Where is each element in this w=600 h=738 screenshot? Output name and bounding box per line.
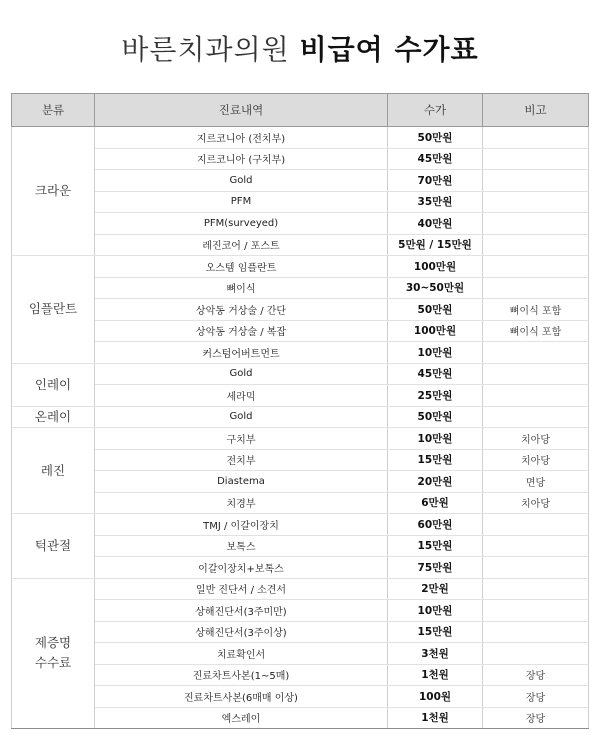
item-cell: 상악동 거상술 / 간단 xyxy=(95,299,388,321)
table-row xyxy=(12,170,589,192)
price-cell: 50만원 xyxy=(388,299,483,321)
item-cell: TMJ / 이갈이장치 xyxy=(95,514,388,536)
header-price: 수가 xyxy=(388,94,483,127)
table-row xyxy=(12,299,589,321)
note-cell xyxy=(483,600,589,622)
note-cell xyxy=(483,514,589,536)
table-row xyxy=(12,191,589,213)
table-row xyxy=(12,363,589,385)
note-cell xyxy=(483,127,589,149)
price-cell: 75만원 xyxy=(388,557,483,579)
item-cell: Gold xyxy=(95,363,388,385)
table-row xyxy=(12,557,589,579)
category-cell: 인레이 xyxy=(12,363,95,406)
table-row xyxy=(12,471,589,493)
table-row xyxy=(12,320,589,342)
item-cell: 이갈이장치+보톡스 xyxy=(95,557,388,579)
table-row xyxy=(12,406,589,428)
category-cell: 임플란트 xyxy=(12,256,95,364)
item-cell: Diastema xyxy=(95,471,388,493)
note-cell xyxy=(483,621,589,643)
price-cell: 50만원 xyxy=(388,127,483,149)
price-cell: 1천원 xyxy=(388,664,483,686)
item-cell: 지르코니아 (구치부) xyxy=(95,148,388,170)
table-row xyxy=(12,127,589,149)
price-cell: 25만원 xyxy=(388,385,483,407)
price-cell: 100원 xyxy=(388,686,483,708)
note-cell: 뼈이식 포함 xyxy=(483,299,589,321)
note-cell xyxy=(483,191,589,213)
note-cell: 치아당 xyxy=(483,492,589,514)
clinic-name: 바른치과의원 xyxy=(121,33,290,66)
price-cell: 100만원 xyxy=(388,320,483,342)
header-item: 진료내역 xyxy=(95,94,388,127)
price-cell: 3천원 xyxy=(388,643,483,665)
header-category: 분류 xyxy=(12,94,95,127)
table-row xyxy=(12,707,589,729)
item-cell: PFM(surveyed) xyxy=(95,213,388,235)
table-row xyxy=(12,234,589,256)
note-cell xyxy=(483,578,589,600)
category-cell: 턱관절 xyxy=(12,514,95,579)
price-cell: 15만원 xyxy=(388,621,483,643)
note-cell xyxy=(483,385,589,407)
note-cell xyxy=(483,277,589,299)
category-cell: 온레이 xyxy=(12,406,95,428)
note-cell xyxy=(483,148,589,170)
price-cell: 15만원 xyxy=(388,535,483,557)
note-cell: 장당 xyxy=(483,686,589,708)
table-row xyxy=(12,492,589,514)
item-cell: 지르코니아 (전치부) xyxy=(95,127,388,149)
price-cell: 10만원 xyxy=(388,342,483,364)
item-cell: 일반 진단서 / 소견서 xyxy=(95,578,388,600)
price-cell: 35만원 xyxy=(388,191,483,213)
table-row xyxy=(12,342,589,364)
table-row xyxy=(12,514,589,536)
item-cell: 전치부 xyxy=(95,449,388,471)
price-cell: 45만원 xyxy=(388,148,483,170)
price-cell: 10만원 xyxy=(388,600,483,622)
item-cell: 진료차트사본(6매매 이상) xyxy=(95,686,388,708)
table-row xyxy=(12,256,589,278)
item-cell: 세라믹 xyxy=(95,385,388,407)
table-body xyxy=(12,127,589,729)
note-cell xyxy=(483,643,589,665)
price-cell: 1천원 xyxy=(388,707,483,729)
note-cell: 치아당 xyxy=(483,428,589,450)
note-cell xyxy=(483,213,589,235)
fee-table xyxy=(11,93,589,729)
item-cell: 진료차트사본(1~5매) xyxy=(95,664,388,686)
table-row xyxy=(12,535,589,557)
price-cell: 15만원 xyxy=(388,449,483,471)
note-cell xyxy=(483,535,589,557)
table-row xyxy=(12,148,589,170)
price-cell: 100만원 xyxy=(388,256,483,278)
item-cell: 상악동 거상술 / 복잡 xyxy=(95,320,388,342)
table-row xyxy=(12,213,589,235)
item-cell: 상해진단서(3주이상) xyxy=(95,621,388,643)
table-row xyxy=(12,578,589,600)
item-cell: 뼈이식 xyxy=(95,277,388,299)
note-cell xyxy=(483,342,589,364)
note-cell xyxy=(483,557,589,579)
note-cell xyxy=(483,234,589,256)
item-cell: PFM xyxy=(95,191,388,213)
item-cell: 엑스레이 xyxy=(95,707,388,729)
category-cell: 레진 xyxy=(12,428,95,514)
note-cell: 장당 xyxy=(483,664,589,686)
price-cell: 40만원 xyxy=(388,213,483,235)
note-cell: 치아당 xyxy=(483,449,589,471)
table-row xyxy=(12,428,589,450)
note-cell xyxy=(483,406,589,428)
table-row xyxy=(12,643,589,665)
note-cell xyxy=(483,170,589,192)
price-cell: 50만원 xyxy=(388,406,483,428)
item-cell: 레진코어 / 포스트 xyxy=(95,234,388,256)
item-cell: 치경부 xyxy=(95,492,388,514)
item-cell: 커스텀어버트먼트 xyxy=(95,342,388,364)
price-cell: 10만원 xyxy=(388,428,483,450)
item-cell: 치료확인서 xyxy=(95,643,388,665)
table-row xyxy=(12,621,589,643)
note-cell xyxy=(483,363,589,385)
price-cell: 20만원 xyxy=(388,471,483,493)
page-title xyxy=(0,28,600,68)
table-row xyxy=(12,600,589,622)
note-cell: 장당 xyxy=(483,707,589,729)
note-cell xyxy=(483,256,589,278)
note-cell: 면당 xyxy=(483,471,589,493)
table-row xyxy=(12,664,589,686)
item-cell: Gold xyxy=(95,406,388,428)
header-note: 비고 xyxy=(483,94,589,127)
item-cell: 보톡스 xyxy=(95,535,388,557)
category-cell: 제증명 수수료 xyxy=(12,578,95,729)
price-cell: 5만원 / 15만원 xyxy=(388,234,483,256)
title-main: 비급여 수가표 xyxy=(299,33,479,66)
table-header-row xyxy=(12,94,589,127)
price-cell: 45만원 xyxy=(388,363,483,385)
table-row xyxy=(12,385,589,407)
price-cell: 6만원 xyxy=(388,492,483,514)
price-cell: 2만원 xyxy=(388,578,483,600)
table-row xyxy=(12,449,589,471)
item-cell: Gold xyxy=(95,170,388,192)
price-cell: 30~50만원 xyxy=(388,277,483,299)
table-row xyxy=(12,277,589,299)
item-cell: 구치부 xyxy=(95,428,388,450)
category-cell: 크라운 xyxy=(12,127,95,256)
price-cell: 60만원 xyxy=(388,514,483,536)
item-cell: 오스템 임플란트 xyxy=(95,256,388,278)
price-cell: 70만원 xyxy=(388,170,483,192)
item-cell: 상해진단서(3주미만) xyxy=(95,600,388,622)
table-row xyxy=(12,686,589,708)
note-cell: 뼈이식 포함 xyxy=(483,320,589,342)
